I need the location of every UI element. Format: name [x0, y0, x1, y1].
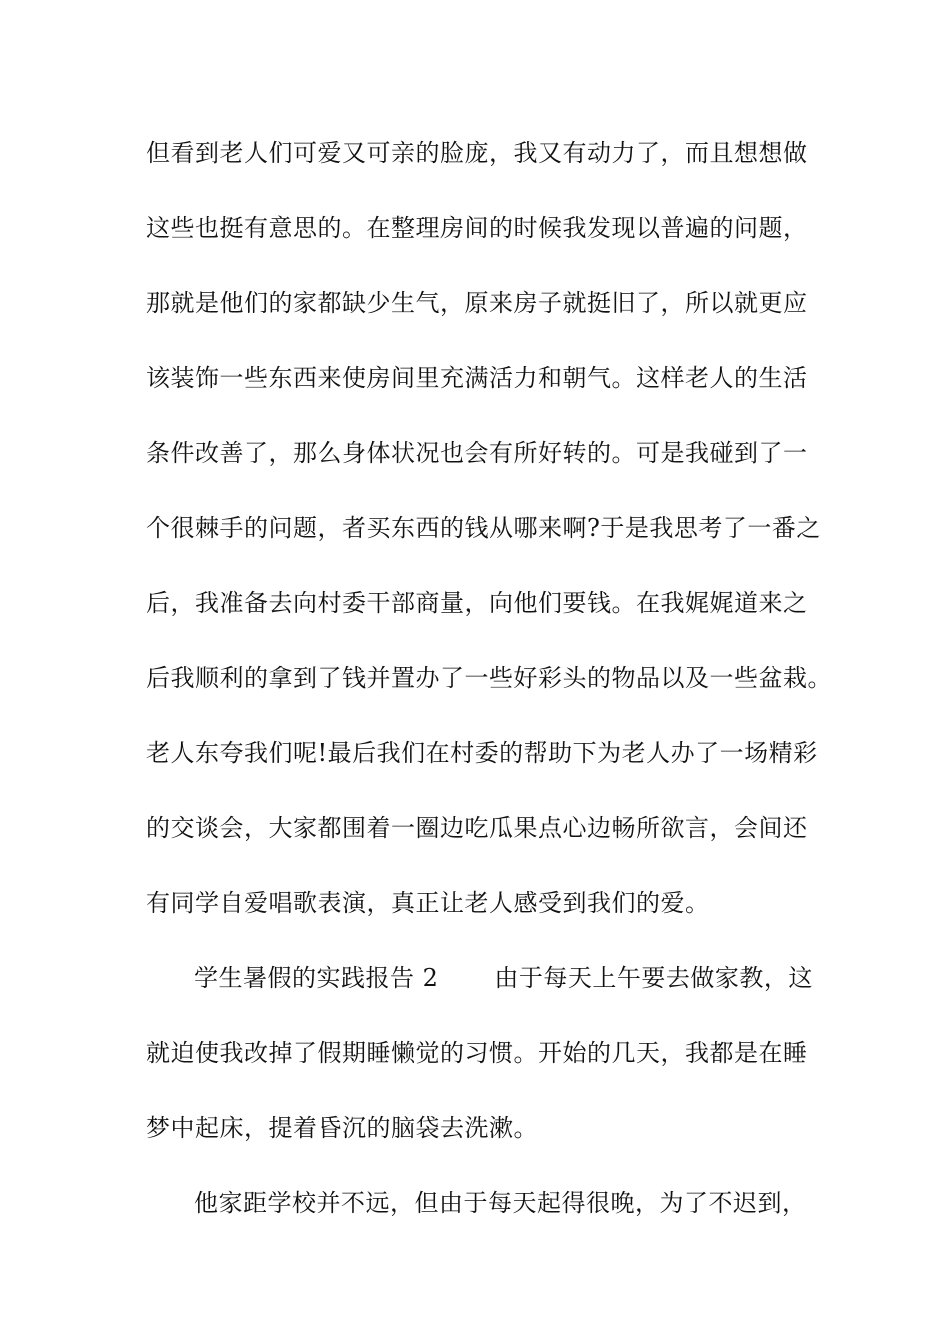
paragraph-line: 该装饰一些东西来使房间里充满活力和朝气。这样老人的生活 [146, 364, 808, 392]
paragraph-line: 这些也挺有意思的。在整理房间的时候我发现以普遍的问题， [146, 214, 808, 242]
paragraph-line: 那就是他们的家都缺少生气，原来房子就挺旧了，所以就更应 [146, 289, 808, 317]
paragraph-line: 就迫使我改掉了假期睡懒觉的习惯。开始的几天，我都是在睡 [146, 1039, 808, 1067]
section-first-line [194, 958, 894, 998]
paragraph-line: 老人东夸我们呢!最后我们在村委的帮助下为老人办了一场精彩 [146, 739, 818, 767]
section-line-text: 由于每天上午要去做家教，这 [494, 964, 813, 992]
paragraph-line: 的交谈会，大家都围着一圈边吃瓜果点心边畅所欲言，会间还 [146, 814, 808, 842]
section-heading: 学生暑假的实践报告 2 [194, 964, 439, 992]
paragraph-line: 个很棘手的问题，者买东西的钱从哪来啊?于是我思考了一番之 [146, 514, 821, 542]
paragraph-line: 但看到老人们可爱又可亲的脸庞，我又有动力了，而且想想做 [146, 139, 808, 167]
paragraph-line: 他家距学校并不远，但由于每天起得很晚，为了不迟到， [194, 1189, 807, 1217]
paragraph-line: 后我顺利的拿到了钱并置办了一些好彩头的物品以及一些盆栽。 [146, 664, 832, 692]
paragraph-line: 后，我准备去向村委干部商量，向他们要钱。在我娓娓道来之 [146, 589, 808, 617]
paragraph-line: 条件改善了，那么身体状况也会有所好转的。可是我碰到了一 [146, 439, 808, 467]
paragraph-line: 梦中起床，提着昏沉的脑袋去洗漱。 [146, 1114, 538, 1142]
paragraph-line: 有同学自爱唱歌表演，真正让老人感受到我们的爱。 [146, 889, 710, 917]
